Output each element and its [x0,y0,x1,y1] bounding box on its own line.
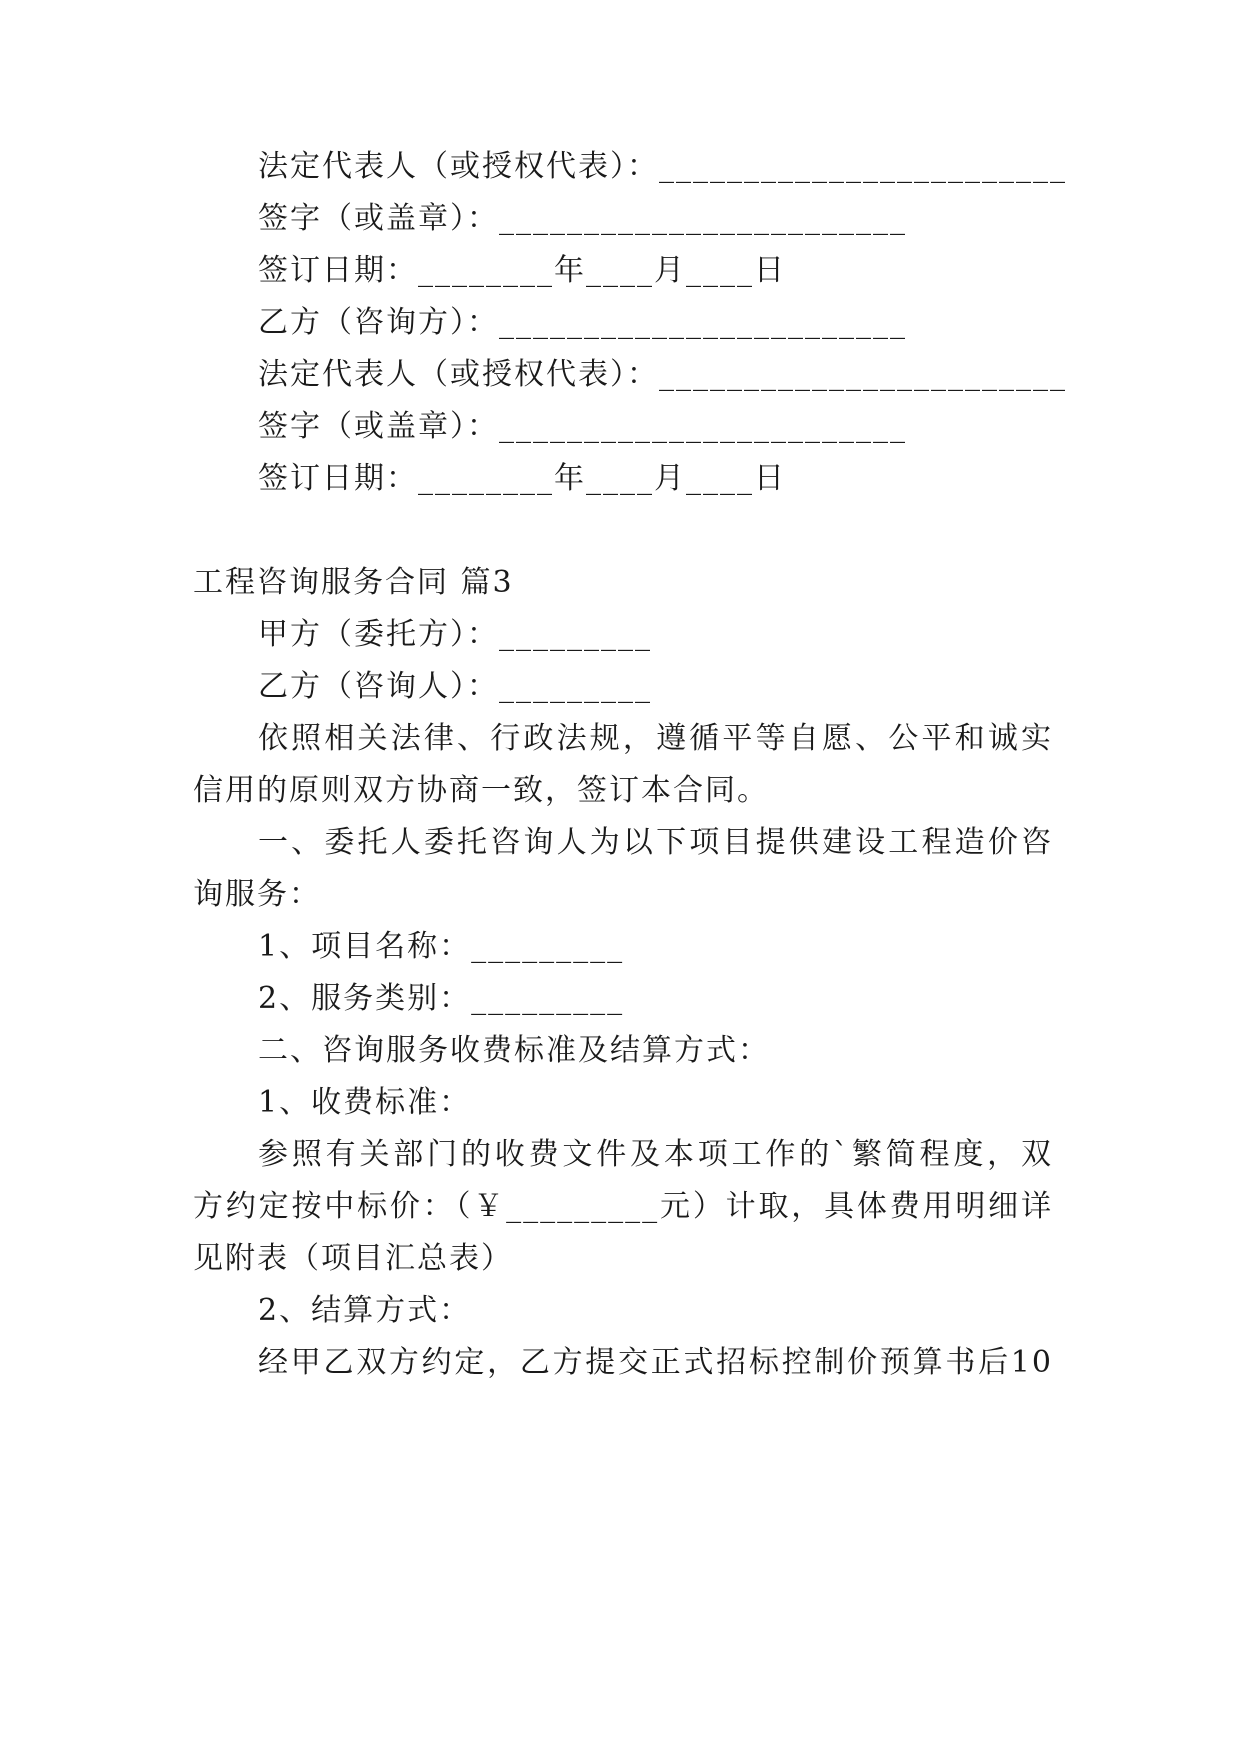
intro-line-1: 依照相关法律、行政法规，遵循平等自愿、公平和诚实 [258,721,1053,756]
section-title: 工程咨询服务合同 篇3 [193,565,514,600]
party-b-legal-rep-line: 法定代表人（或授权代表）：________________________ [258,357,1067,392]
party-b-sign-line: 签字（或盖章）：________________________ [258,409,907,444]
service-type-line: 2、服务类别：_________ [258,981,625,1016]
party-b-date-line: 签订日期：________年____月____日 [258,461,786,496]
project-name-line: 1、项目名称：_________ [258,929,625,964]
party-a-sign-line: 签字（或盖章）：________________________ [258,201,907,236]
fee-paragraph-line-1: 参照有关部门的收费文件及本项工作的`繁简程度，双 [258,1137,1053,1172]
fee-paragraph-line-3: 见附表（项目汇总表） [193,1241,513,1276]
fee-standard-heading: 1、收费标准： [258,1085,472,1120]
settlement-heading: 2、结算方式： [258,1293,472,1328]
party-a-legal-rep-line: 法定代表人（或授权代表）：________________________ [258,149,1067,184]
intro-line-2: 信用的原则双方协商一致，签订本合同。 [193,773,769,808]
clause2-heading: 二、咨询服务收费标准及结算方式： [258,1033,770,1068]
clause1-line-2: 询服务： [193,877,321,912]
clause1-line-1: 一、委托人委托咨询人为以下项目提供建设工程造价咨 [258,825,1053,860]
party-a-date-line: 签订日期：________年____月____日 [258,253,786,288]
party-a-entry: 甲方（委托方）：_________ [258,617,652,652]
fee-paragraph-line-2: 方约定按中标价：（￥_________元）计取，具体费用明细详 [193,1189,1053,1224]
settlement-line-1: 经甲乙双方约定，乙方提交正式招标控制价预算书后10 [258,1345,1053,1380]
party-b-line: 乙方（咨询方）：________________________ [258,305,907,340]
party-b-entry: 乙方（咨询人）：_________ [258,669,652,704]
